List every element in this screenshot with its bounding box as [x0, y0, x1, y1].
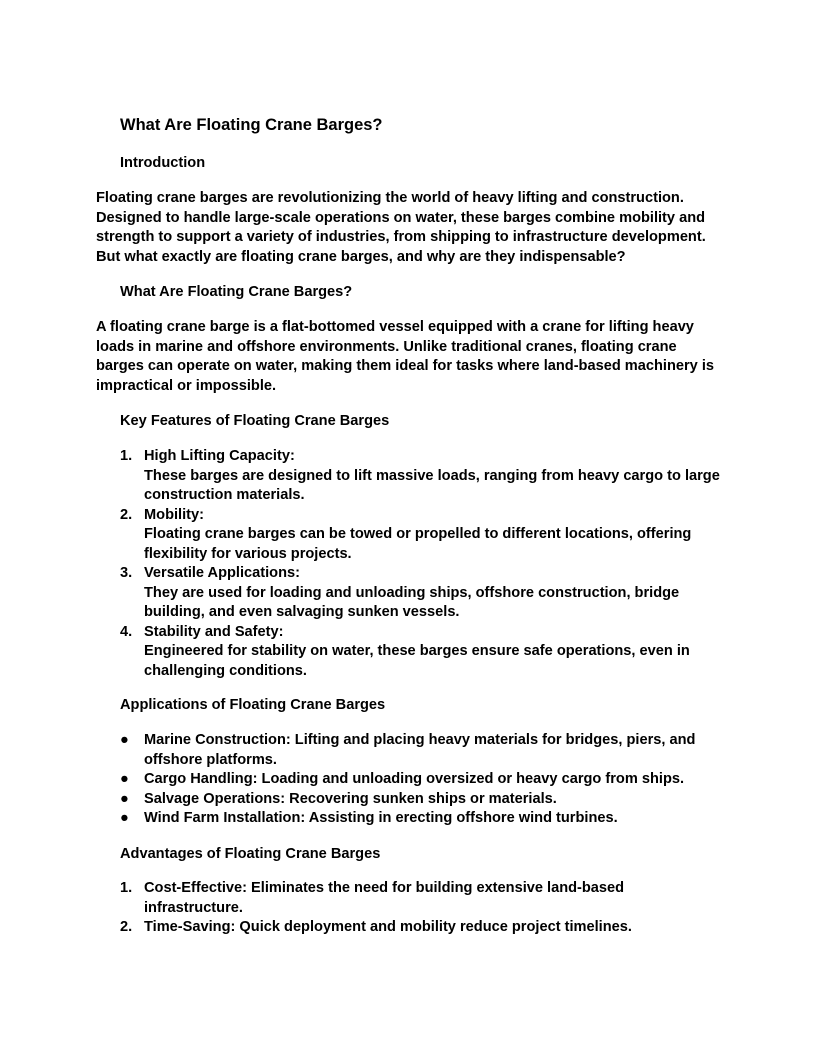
feature-title: Versatile Applications: [144, 565, 300, 581]
bullet-icon: ● [120, 732, 129, 748]
feature-title: Mobility: [144, 506, 204, 523]
list-number: 1. [120, 880, 133, 896]
advantage-item [120, 918, 720, 938]
bullet-icon: ● [120, 810, 129, 826]
applications-heading: Applications of Floating Crane Barges [120, 697, 386, 713]
bullet-icon: ● [120, 790, 129, 807]
list-number: 4. [120, 623, 133, 640]
feature-title: Stability and Safety: [144, 623, 284, 640]
what-paragraph: A floating crane barge is a flat-bottomed vessel equipped with a crane for lifting heavy loads in marine and offshore environments. Unlike traditional cranes, floating crane barges can operate on water, making them ideal for tasks where land-based machinery is impractical or impossible. [96, 319, 715, 394]
application-text: Salvage Operations: Recovering sunken ships or materials. [144, 790, 557, 807]
application-text: Wind Farm Installation: Assisting in erecting offshore wind turbines. [144, 810, 618, 826]
applications-list [120, 731, 720, 829]
application-item [120, 731, 720, 770]
advantage-text: Time-Saving: Quick deployment and mobility reduce project timelines. [144, 919, 632, 935]
feature-item [120, 506, 720, 565]
intro-heading: Introduction [120, 155, 206, 171]
what-heading: What Are Floating Crane Barges? [120, 284, 353, 300]
feature-text: They are used for loading and unloading ships, offshore construction, bridge building, and even salvaging sunken vessels. [144, 584, 680, 620]
application-text: Cargo Handling: Loading and unloading oversized or heavy cargo from ships. [144, 771, 685, 787]
application-item [120, 790, 720, 810]
feature-item [120, 564, 720, 623]
feature-text: Engineered for stability on water, these barges ensure safe operations, even in challenging conditions. [144, 643, 690, 679]
feature-title: High Lifting Capacity: [144, 448, 295, 464]
advantages-heading: Advantages of Floating Crane Barges [120, 846, 381, 862]
feature-text: These barges are designed to lift massive loads, ranging from heavy cargo to large construction materials. [144, 467, 720, 503]
advantage-item [120, 879, 720, 918]
features-list [120, 447, 720, 681]
features-heading: Key Features of Floating Crane Barges [120, 413, 390, 429]
document-title: What Are Floating Crane Barges? [120, 116, 383, 134]
list-number: 1. [120, 448, 133, 464]
feature-text: Floating crane barges can be towed or propelled to different locations, offering flexibility for various projects. [144, 526, 692, 562]
intro-paragraph: Floating crane barges are revolutionizing the world of heavy lifting and construction. Designed to handle large-scale operations on water, these barges combine mobility and strength to support a variety of industries, from shipping to infrastructure development. But what exactly are floating crane barges, and why are they indispensable? [96, 190, 706, 265]
feature-item [120, 623, 720, 682]
application-item [120, 809, 720, 829]
advantage-text: Cost-Effective: Eliminates the need for building extensive land-based infrastructure. [144, 880, 625, 916]
application-text: Marine Construction: Lifting and placing heavy materials for bridges, piers, and offshore platforms. [144, 732, 696, 768]
list-number: 3. [120, 565, 133, 581]
feature-item [120, 447, 720, 506]
application-item [120, 770, 720, 790]
advantages-list [120, 879, 720, 938]
list-number: 2. [120, 919, 133, 935]
list-number: 2. [120, 506, 133, 523]
bullet-icon: ● [120, 771, 129, 787]
